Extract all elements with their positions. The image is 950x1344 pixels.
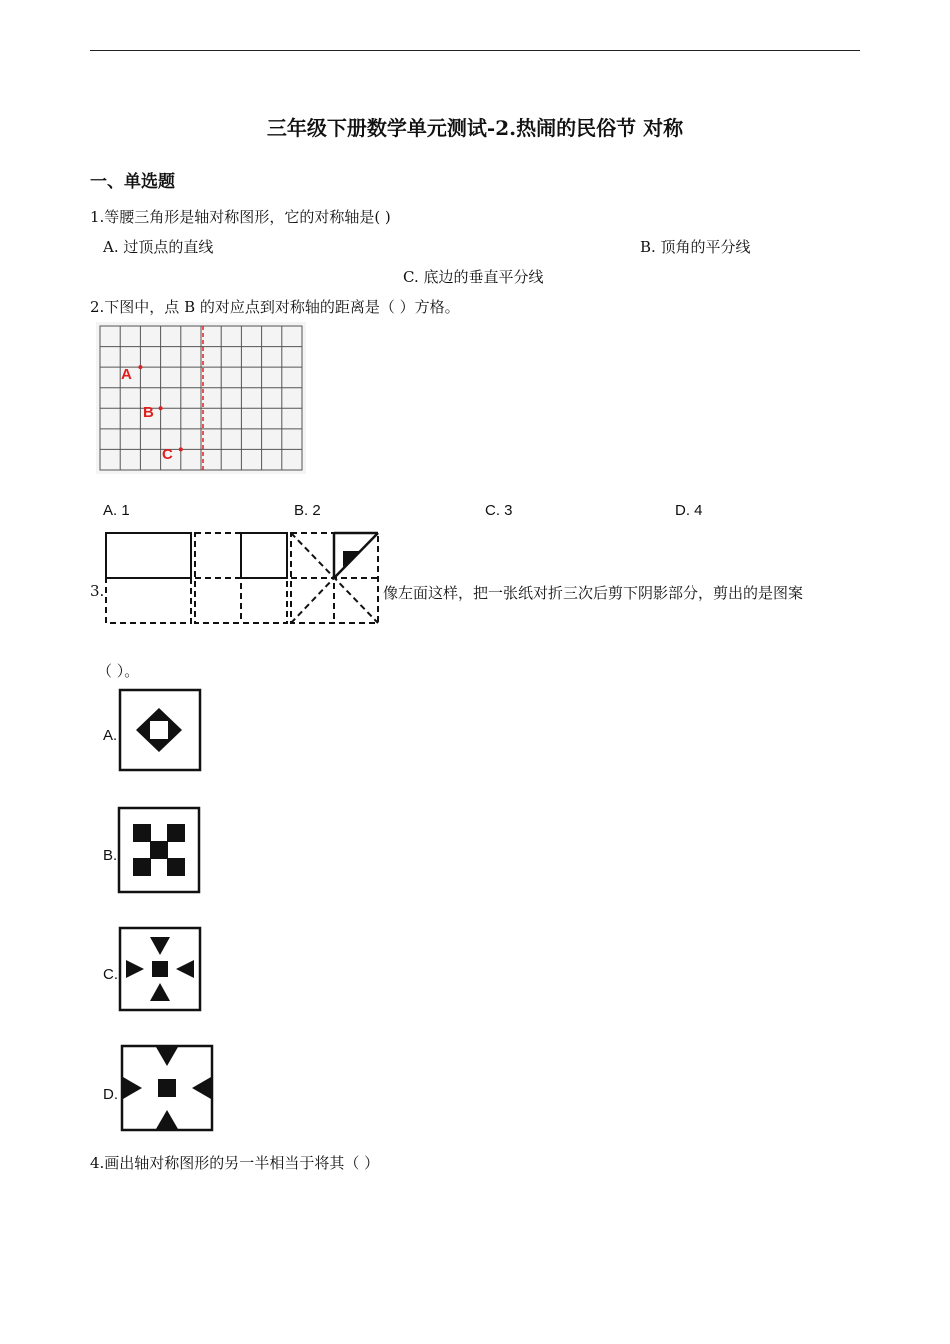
question-3-number: 3. xyxy=(90,582,105,600)
grid-label-a: A xyxy=(121,366,132,383)
page-title: 三年级下册数学单元测试-2.热闹的民俗节 对称 xyxy=(266,116,684,140)
q2-option-d[interactable]: D. 4 xyxy=(675,502,703,519)
paper-folding-figure xyxy=(103,530,381,628)
q3-option-b-label[interactable]: B. xyxy=(103,847,118,864)
q2-option-a[interactable]: A. 1 xyxy=(103,502,130,519)
q1-option-b[interactable]: B. 顶角的平分线 xyxy=(640,238,751,256)
q3-option-d-image[interactable] xyxy=(120,1044,214,1132)
q3-option-a-label[interactable]: A. xyxy=(103,727,118,744)
q1-option-a[interactable]: A. 过顶点的直线 xyxy=(103,238,214,256)
q3-option-d-label[interactable]: D. xyxy=(103,1086,118,1103)
q3-option-c-image[interactable] xyxy=(118,926,202,1012)
q3-option-c-label[interactable]: C. xyxy=(103,966,118,983)
question-4-text: 4.画出轴对称图形的另一半相当于将其（ ） xyxy=(90,1154,380,1172)
q3-option-a-image[interactable] xyxy=(118,688,202,772)
symmetry-grid-figure xyxy=(96,322,306,474)
grid-label-c: C xyxy=(162,446,173,463)
section-heading: 一、单选题 xyxy=(90,172,175,192)
header-rule xyxy=(90,50,860,51)
q3-option-b-image[interactable] xyxy=(117,806,201,894)
grid-label-b: B xyxy=(143,404,154,421)
question-1-text: 1.等腰三角形是轴对称图形，它的对称轴是( ) xyxy=(90,208,391,226)
question-3-text: 像左面这样，把一张纸对折三次后剪下阴影部分，剪出的是图案 xyxy=(383,584,804,602)
q1-option-c[interactable]: C. 底边的垂直平分线 xyxy=(403,268,544,286)
q2-option-b[interactable]: B. 2 xyxy=(294,502,321,519)
question-2-text: 2.下图中，点 B 的对应点到对称轴的距离是（ ）方格。 xyxy=(90,298,460,316)
question-3-text-cont: （ ）。 xyxy=(97,662,140,680)
q2-option-c[interactable]: C. 3 xyxy=(485,502,513,519)
